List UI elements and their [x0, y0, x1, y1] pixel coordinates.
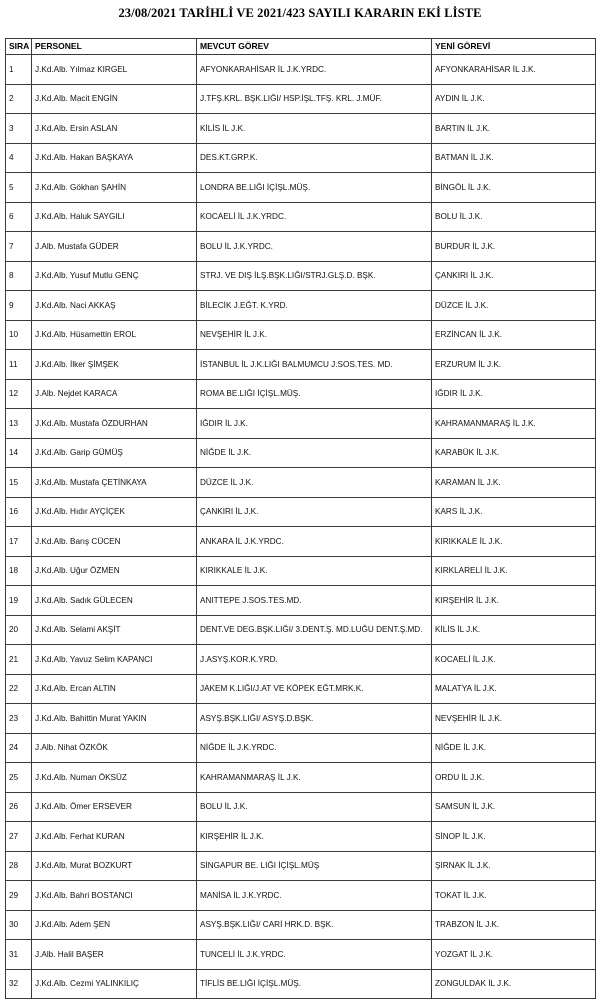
new-duty-cell: KARAMAN İL J.K. [432, 468, 596, 498]
personnel-cell: J.Alb. Mustafa GÜDER [32, 232, 197, 262]
personnel-cell: J.Kd.Alb. Hakan BAŞKAYA [32, 143, 197, 173]
table-row [6, 114, 596, 144]
new-duty-cell: KARS İL J.K. [432, 497, 596, 527]
current-duty-cell: ÇANKIRI İL J.K. [197, 497, 432, 527]
personnel-cell: J.Kd.Alb. Ömer ERSEVER [32, 792, 197, 822]
personnel-cell: J.Kd.Alb. Barış CÜCEN [32, 527, 197, 557]
current-duty-cell: ANKARA İL J.K.YRDC. [197, 527, 432, 557]
table-row [6, 497, 596, 527]
new-duty-cell: KAHRAMANMARAŞ İL J.K. [432, 409, 596, 439]
row-number-cell: 25 [6, 763, 32, 793]
personnel-cell: J.Kd.Alb. Selami AKŞİT [32, 615, 197, 645]
personnel-cell: J.Kd.Alb. Mustafa ÇETİNKAYA [32, 468, 197, 498]
current-duty-cell: SİNGAPUR BE. LIĞI İÇİŞL.MÜŞ [197, 851, 432, 881]
new-duty-cell: KARABÜK İL J.K. [432, 438, 596, 468]
table-row [6, 881, 596, 911]
personnel-cell: J.Kd.Alb. Gökhan ŞAHİN [32, 173, 197, 203]
row-number-cell: 6 [6, 202, 32, 232]
current-duty-cell: MANİSA İL J.K.YRDC. [197, 881, 432, 911]
current-duty-cell: ASYŞ.BŞK.LIĞI/ CARİ HRK.D. BŞK. [197, 910, 432, 940]
personnel-cell: J.Kd.Alb. Hüsamettin EROL [32, 320, 197, 350]
row-number-cell: 10 [6, 320, 32, 350]
current-duty-cell: NİĞDE İL J.K.YRDC. [197, 733, 432, 763]
personnel-cell: J.Kd.Alb. Cezmi YALINKILIÇ [32, 969, 197, 999]
row-number-cell: 23 [6, 704, 32, 734]
row-number-cell: 27 [6, 822, 32, 852]
new-duty-cell: KOCAELİ İL J.K. [432, 645, 596, 675]
current-duty-cell: NEVŞEHİR İL J.K. [197, 320, 432, 350]
new-duty-cell: BATMAN İL J.K. [432, 143, 596, 173]
row-number-cell: 13 [6, 409, 32, 439]
personnel-cell: J.Kd.Alb. Numan ÖKSÜZ [32, 763, 197, 793]
row-number-cell: 20 [6, 615, 32, 645]
new-duty-cell: BİNGÖL İL J.K. [432, 173, 596, 203]
new-duty-cell: KİLİS İL J.K. [432, 615, 596, 645]
personnel-cell: J.Kd.Alb. Mustafa ÖZDURHAN [32, 409, 197, 439]
table-row [6, 615, 596, 645]
current-duty-cell: ANITTEPE J.SOS.TES.MD. [197, 586, 432, 616]
row-number-cell: 21 [6, 645, 32, 675]
row-number-cell: 29 [6, 881, 32, 911]
column-header-current-duty: MEVCUT GÖREV [197, 39, 432, 55]
table-row [6, 320, 596, 350]
new-duty-cell: DÜZCE İL J.K. [432, 291, 596, 321]
row-number-cell: 12 [6, 379, 32, 409]
current-duty-cell: ROMA BE.LIĞI İÇİŞL.MÜŞ. [197, 379, 432, 409]
table-row [6, 527, 596, 557]
row-number-cell: 8 [6, 261, 32, 291]
new-duty-cell: ERZİNCAN İL J.K. [432, 320, 596, 350]
row-number-cell: 26 [6, 792, 32, 822]
current-duty-cell: AFYONKARAHİSAR İL J.K.YRDC. [197, 55, 432, 85]
table-row [6, 763, 596, 793]
current-duty-cell: NİĞDE İL J.K. [197, 438, 432, 468]
row-number-cell: 7 [6, 232, 32, 262]
current-duty-cell: DES.KT.GRP.K. [197, 143, 432, 173]
new-duty-cell: TRABZON İL J.K. [432, 910, 596, 940]
row-number-cell: 4 [6, 143, 32, 173]
new-duty-cell: TOKAT İL J.K. [432, 881, 596, 911]
personnel-cell: J.Alb. Nejdet KARACA [32, 379, 197, 409]
row-number-cell: 19 [6, 586, 32, 616]
new-duty-cell: ERZURUM İL J.K. [432, 350, 596, 380]
column-header-new-duty: YENİ GÖREVİ [432, 39, 596, 55]
current-duty-cell: J.ASYŞ.KOR.K.YRD. [197, 645, 432, 675]
table-row [6, 55, 596, 85]
personnel-cell: J.Kd.Alb. Ersin ASLAN [32, 114, 197, 144]
document-title: 23/08/2021 TARİHLİ VE 2021/423 SAYILI KARARIN EKİ LİSTE [118, 6, 482, 20]
table-row [6, 84, 596, 114]
new-duty-cell: SİNOP İL J.K. [432, 822, 596, 852]
table-header-row [6, 39, 596, 55]
row-number-cell: 16 [6, 497, 32, 527]
new-duty-cell: IĞDIR İL J.K. [432, 379, 596, 409]
current-duty-cell: J.TFŞ.KRL. BŞK.LIĞI/ HSP.İŞL.TFŞ. KRL. J.MÜF. [197, 84, 432, 114]
table-row [6, 379, 596, 409]
personnel-cell: J.Kd.Alb. Garip GÜMÜŞ [32, 438, 197, 468]
table-row [6, 232, 596, 262]
personnel-cell: J.Kd.Alb. Uğur ÖZMEN [32, 556, 197, 586]
table-row [6, 556, 596, 586]
table-row [6, 261, 596, 291]
personnel-cell: J.Kd.Alb. Bahri BOSTANCI [32, 881, 197, 911]
current-duty-cell: TUNCELİ İL J.K.YRDC. [197, 940, 432, 970]
row-number-cell: 2 [6, 84, 32, 114]
table-row [6, 733, 596, 763]
current-duty-cell: DENT.VE DEG.BŞK.LIĞI/ 3.DENT.Ş. MD.LUĞU DENT.Ş.MD. [197, 615, 432, 645]
table-row [6, 173, 596, 203]
row-number-cell: 5 [6, 173, 32, 203]
new-duty-cell: BOLU İL J.K. [432, 202, 596, 232]
new-duty-cell: MALATYA İL J.K. [432, 674, 596, 704]
personnel-cell: J.Kd.Alb. Bahittin Murat YAKIN [32, 704, 197, 734]
new-duty-cell: BURDUR İL J.K. [432, 232, 596, 262]
new-duty-cell: ORDU İL J.K. [432, 763, 596, 793]
personnel-cell: J.Kd.Alb. Murat BOZKURT [32, 851, 197, 881]
new-duty-cell: ŞIRNAK İL J.K. [432, 851, 596, 881]
current-duty-cell: KİLİS İL J.K. [197, 114, 432, 144]
personnel-cell: J.Kd.Alb. Hıdır AYÇİÇEK [32, 497, 197, 527]
new-duty-cell: AYDIN İL J.K. [432, 84, 596, 114]
table-body [6, 55, 596, 999]
table-row [6, 350, 596, 380]
new-duty-cell: ÇANKIRI İL J.K. [432, 261, 596, 291]
current-duty-cell: KOCAELİ İL J.K.YRDC. [197, 202, 432, 232]
row-number-cell: 28 [6, 851, 32, 881]
row-number-cell: 15 [6, 468, 32, 498]
table-row [6, 674, 596, 704]
column-header-no: SIRA [6, 39, 32, 55]
personnel-cell: J.Kd.Alb. Naci AKKAŞ [32, 291, 197, 321]
table-row [6, 438, 596, 468]
table-row [6, 792, 596, 822]
current-duty-cell: BOLU İL J.K.YRDC. [197, 232, 432, 262]
personnel-cell: J.Kd.Alb. Sadık GÜLECEN [32, 586, 197, 616]
new-duty-cell: KIRKLARELİ İL J.K. [432, 556, 596, 586]
personnel-cell: J.Kd.Alb. Ercan ALTIN [32, 674, 197, 704]
current-duty-cell: KIRIKKALE İL J.K. [197, 556, 432, 586]
new-duty-cell: KIRIKKALE İL J.K. [432, 527, 596, 557]
new-duty-cell: AFYONKARAHİSAR İL J.K. [432, 55, 596, 85]
table-row [6, 969, 596, 999]
row-number-cell: 24 [6, 733, 32, 763]
table-row [6, 645, 596, 675]
table-row [6, 851, 596, 881]
current-duty-cell: LONDRA BE.LIĞI İÇİŞL.MÜŞ. [197, 173, 432, 203]
row-number-cell: 30 [6, 910, 32, 940]
current-duty-cell: JAKEM K.LIĞI/J.AT VE KÖPEK EĞT.MRK.K. [197, 674, 432, 704]
new-duty-cell: SAMSUN İL J.K. [432, 792, 596, 822]
table-row [6, 940, 596, 970]
table-row [6, 409, 596, 439]
row-number-cell: 3 [6, 114, 32, 144]
row-number-cell: 14 [6, 438, 32, 468]
assignment-table [5, 38, 596, 999]
personnel-cell: J.Kd.Alb. Adem ŞEN [32, 910, 197, 940]
table-row [6, 704, 596, 734]
current-duty-cell: ASYŞ.BŞK.LIĞI/ ASYŞ.D.BŞK. [197, 704, 432, 734]
new-duty-cell: BARTIN İL J.K. [432, 114, 596, 144]
personnel-cell: J.Kd.Alb. Yılmaz KIRGEL [32, 55, 197, 85]
column-header-personnel: PERSONEL [32, 39, 197, 55]
new-duty-cell: NİĞDE İL J.K. [432, 733, 596, 763]
table-row [6, 586, 596, 616]
table-row [6, 822, 596, 852]
row-number-cell: 11 [6, 350, 32, 380]
current-duty-cell: KIRŞEHİR İL J.K. [197, 822, 432, 852]
new-duty-cell: KIRŞEHİR İL J.K. [432, 586, 596, 616]
table-row [6, 143, 596, 173]
personnel-cell: J.Kd.Alb. Ferhat KURAN [32, 822, 197, 852]
current-duty-cell: IĞDIR İL J.K. [197, 409, 432, 439]
current-duty-cell: TİFLİS BE.LIĞI İÇİŞL.MÜŞ. [197, 969, 432, 999]
row-number-cell: 9 [6, 291, 32, 321]
row-number-cell: 31 [6, 940, 32, 970]
current-duty-cell: BİLECİK J.EĞT. K.YRD. [197, 291, 432, 321]
table-row [6, 910, 596, 940]
table-row [6, 202, 596, 232]
row-number-cell: 22 [6, 674, 32, 704]
row-number-cell: 1 [6, 55, 32, 85]
table-row [6, 468, 596, 498]
personnel-cell: J.Kd.Alb. Yavuz Selim KAPANCI [32, 645, 197, 675]
personnel-cell: J.Alb. Nihat ÖZKÖK [32, 733, 197, 763]
personnel-cell: J.Alb. Halil BAŞER [32, 940, 197, 970]
row-number-cell: 18 [6, 556, 32, 586]
current-duty-cell: İSTANBUL İL J.K.LIĞI BALMUMCU J.SOS.TES. MD. [197, 350, 432, 380]
current-duty-cell: DÜZCE İL J.K. [197, 468, 432, 498]
row-number-cell: 32 [6, 969, 32, 999]
personnel-cell: J.Kd.Alb. Yusuf Mutlu GENÇ [32, 261, 197, 291]
table-row [6, 291, 596, 321]
personnel-cell: J.Kd.Alb. İlker ŞİMŞEK [32, 350, 197, 380]
new-duty-cell: NEVŞEHİR İL J.K. [432, 704, 596, 734]
current-duty-cell: BOLU İL J.K. [197, 792, 432, 822]
row-number-cell: 17 [6, 527, 32, 557]
current-duty-cell: KAHRAMANMARAŞ İL J.K. [197, 763, 432, 793]
personnel-cell: J.Kd.Alb. Macit ENGİN [32, 84, 197, 114]
new-duty-cell: YOZGAT İL J.K. [432, 940, 596, 970]
new-duty-cell: ZONGULDAK İL J.K. [432, 969, 596, 999]
current-duty-cell: STRJ. VE DIŞ İLŞ.BŞK.LIĞI/STRJ.GLŞ.D. BŞK. [197, 261, 432, 291]
personnel-cell: J.Kd.Alb. Haluk SAYGILI [32, 202, 197, 232]
